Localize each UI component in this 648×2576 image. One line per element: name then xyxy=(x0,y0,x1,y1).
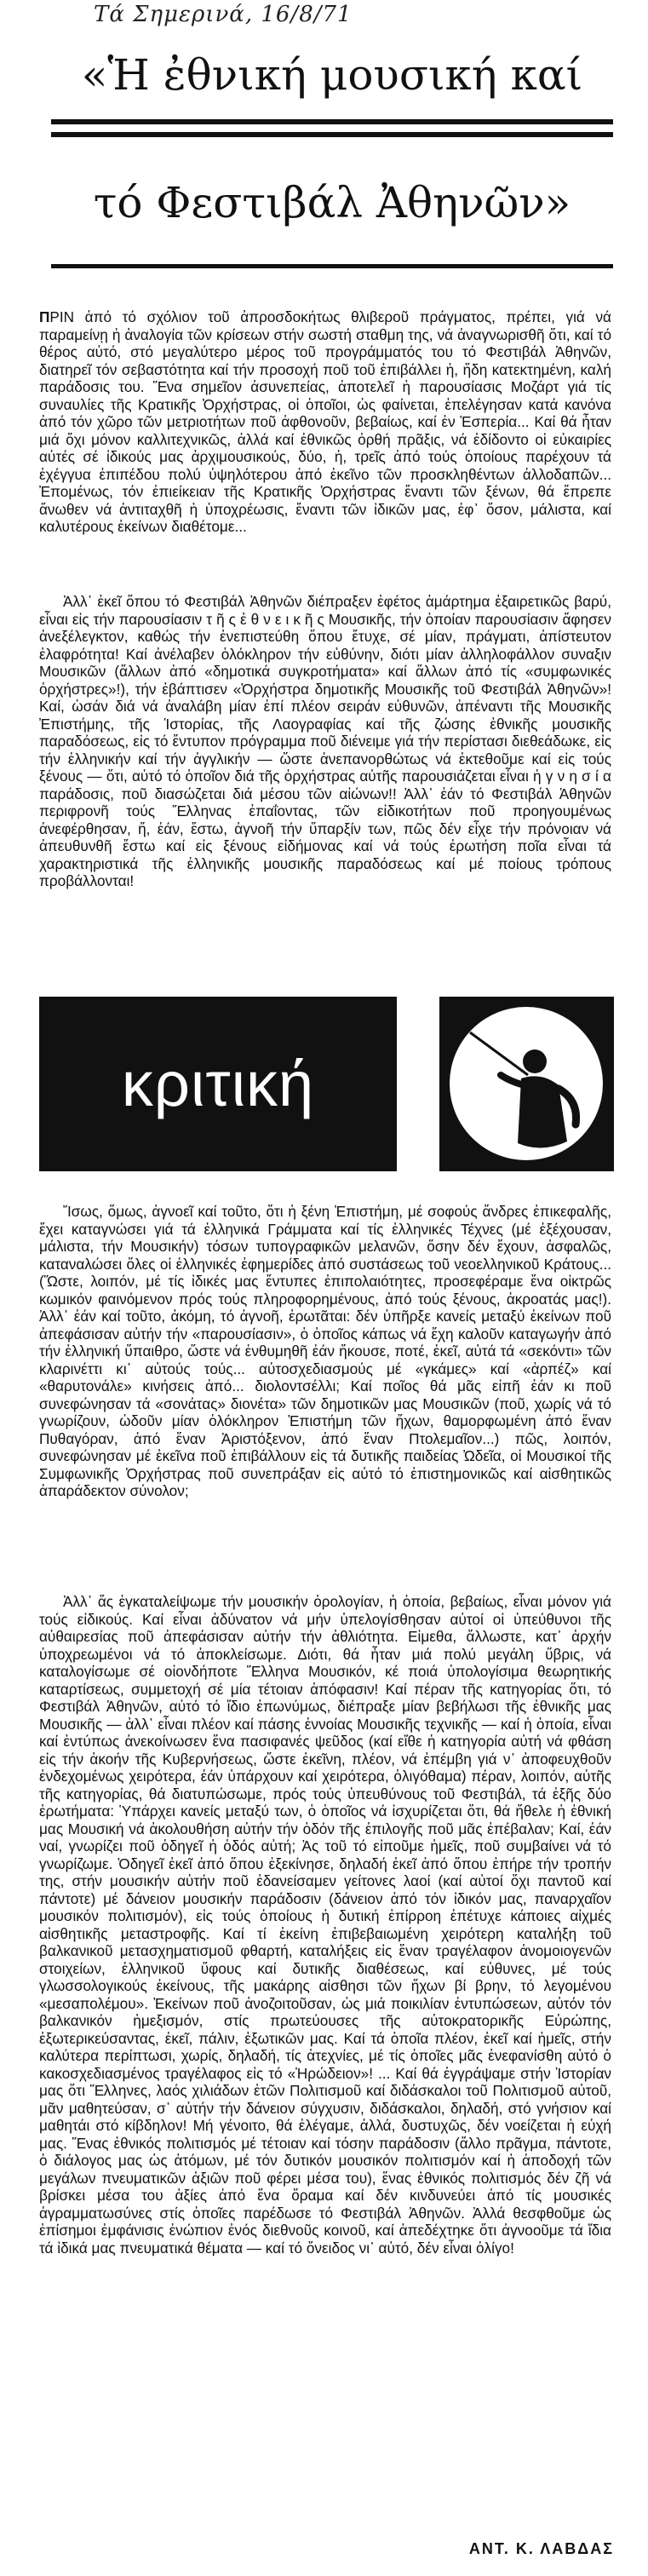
headline-rule-top xyxy=(51,119,613,124)
handwritten-note-text: Τά Σημερινά, 16/8/71 xyxy=(94,2,353,27)
headline-line-2: τό Φεστιβάλ Ἀθηνῶν» xyxy=(93,178,571,227)
article-paragraph: Ἀλλ᾽ ἐκεῖ ὅπου τό Φεστιβάλ Ἀθηνῶν διέπραξεν ἐφέτος ἁμάρτημα ἐξαιρετικῶς βαρύ, εἶναι εἰς τήν παρουσίασιν τ ῆ ς ἐ θ ν ε ι κ ῆ ς Μουσικῆς, τήν ὁποίαν παρουσίασιν ἄφησεν ἀνεξέλεγκτον, καθώς τήν ἐνεπιστεύθη ὅπου ἔτυχε, σέ μίαν, πράγματι, ἀπίστευτον ἐλαφρότητα! Καί ἀνέλαβεν ὁλόκληρον τήν εὐθύνην, διότι μίαν ἀλληλοφάλλον συναξιν Μουσικῶν (ἄλλων ἀπό «δημοτικά συγκροτήματα» καί ἄλλων ἀπό τίς «συμφωνικές ὀρχήστρες»!), τήν ἐβάπτισεν «Ὀρχήστρα δημοτικῆς Μουσικῆς τοῦ Φεστιβάλ Ἀθηνῶν»! Καί, ὡσάν διά νά ἀναλάβη μίαν ἐπί πλέον σειράν εὐθυνῶν, ἀπέναντι τῆς Μουσικῆς Ἐπιστήμης, τῆς Ἱστορίας, τῆς Λαογραφίας καί τῆς ζώσης ἐθνικῆς μουσικῆς παραδόσεως, εἰς τό ἔντυπον πρόγραμμα ποῦ διένειμε γιά τήν περίστασι διεθεάδωκε, εἰς τήν ἑλληνικήν καί τήν ἀγγλικήν — ὥστε ἀνεπανορθώτως νά ἐκτεθοῦμε καί εἰς τούς ξένους — ὅτι, αὐτό τό ὁποῖον διά τῆς ὀρχήστρας αὐτῆς παρουσιάζεται εἶναι ἡ γ ν η σ ί α παράδοσις, ποῦ διασώζεται διά μέσου τῶν αἰώνων!! Ἀλλ᾽ ἐάν τό Φεστιβάλ Ἀθηνῶν περιφρονῆ τούς Ἕλληνας ἐπαΐοντας, τῶν εἰδικοτήτων ποῦ προηγουμένως ἀνεφέρθησαν, ἤ, ἐάν, ἔστω, ἀγνοῆ τήν ὕπαρξίν των, πῶς δέν εἶχε τήν πρόνοιαν νά ἀπευθυνθῆ ἔστω καί εἰς ξένους εἰδήμονας καί νά τούς ἐρωτήση ποῖα εἶναι τά χαρακτηριστικά τῆς ἑλληνικῆς μουσικῆς παραδόσεως καί μέ ποίους τρόπους προβάλλονται! xyxy=(39,593,611,889)
handwritten-date-note xyxy=(94,2,451,39)
drop-cap: Π xyxy=(39,308,50,325)
article-paragraph: Ἀλλ᾽ ἄς ἐγκαταλείψωμε τήν μουσικήν ὀρολογίαν, ἡ ὁποία, βεβαίως, εἶναι μόνον γιά τούς εἰδικούς. Καί εἶναι ἀδύνατον νά μήν ὑπελογίσθησαν αὐτοί οἱ ὑπεύθυνοι τῆς αὐθαιρεσίας ποῦ ἀπεφάσισαν αὐτήν τήν ἀθλιότητα. Εἰμεθα, ἄλλωστε, κατ᾽ ἀρχήν ὑποχρεωμένοι νά τό ἀποκλείσωμε. Διότι, θά ἦταν μιά πολύ μεγάλη ὕβρις, νά καταλογίσωμε σέ οἰονδήποτε Ἕλληνα Μουσικόν, κέ ποιά ὑπολογίσιμα θεωρητικής καταρτίσεως, συμμετοχή σέ μία τέτοιαν ἀπόφασιν! Καί πέραν τῆς κατηγορίας ὅτι, τό Φεστιβάλ Ἀθηνῶν, αὐτό τό ἴδιο ἐπωνύμως, διέπραξε μίαν βεβήλωσι τῆς ἐθνικῆς μας Μουσικῆς — ἀλλ᾽ εἶναι πλέον καί πάσης ἐννοίας Μουσικῆς τεχνικῆς — καί ἡ ὁποία, εἶναι καί ἐντύπως ἀνεκοίνωσεν ἕνα πασιφανές ψεῦδος (καί εἴθε ἡ κατηγορία αὐτή νά φθάση εἰς τήν ἀκοήν τῆς Κυβερνήσεως, ὥστε ἐκεῖνη, πλέον, νά ἐπέμβη γιά ν᾽ ἀποφευχθοῦν ἐνδεχομένως χειρότερα, ἐάν ὑπάρχουν καί χειρότερα, ὁλιγόθαμα) πέραν, λοιπόν, αὐτῆς τῆς κατηγορίας, θά διατυπώσωμε, πρός τούς ὑπευθύνους τοῦ Φεστιβάλ, τά ἑξῆς δύο ἐρωτήματα: Ὑπάρχει κανείς μεταξύ των, ὁ ὁποῖος νά ἰσχυρίζεται ὅτι, θά ἤθελε ἡ ἐθνική μας Μουσική νά ἀκολουθήση αὐτήν τήν ὁδόν τῆς ἐπιλογῆς ποῦ μᾶς ἐπέβαλαν; Καί, ἐάν ναί, γνωρίζει ποῦ ὁδηγεῖ ἡ ὁδός αὐτή; Ἀς τοῦ τό εἰποῦμε ἡμεῖς, ποῦ συμβαίνει νά τό γνωρίζωμε. Ὁδηγεῖ ἐκεῖ ἀπό ὅπου ἐξεκίνησε, δηλαδή ἐκεῖ ἀπό ὅπου ἐπήρε τήν τροπήν της, στήν μουσικήν αὐτήν ποῦ ἐδανείσαμεν γείτονες λαοί (καί αὐτοί ὅχι παντοῦ καί πάντοτε) μέ δάνειον μουσικήν παράδοσιν (δάνειον ἀπό τόν ἰδικόν μας, παναρχαῖον μουσικόν πολιτισμόν), εἰς τούς ὁποίους ἡ δυτική ἐπίρροη ἐπέτυχε κάποιες αἰχμές αἰσθητικῆς μεταστροφῆς. Καί τί ἐκείνη ἐπιβεβαιωμένη χειρότερη καταλήξη τοῦ βαλκανικοῦ μετασχηματισμοῦ φθαρτή, καταλήξεις εἰς ἕναν τραγέλαφον ἀνομοιογενῶν στοιχείων, ἑλληνικοῦ ὕφους καί δυτικῆς διαθέσεως, καί εὐθυνες, μέ τούς γλωσσολογικούς ἐκείνους, τῆς μακάρης αἰσθησι τῶν ἤχων βί βρην, τό λεγομένου «μεσαπολέμου». Ἐκείνων ποῦ ἀνοζοιτοῦσαν, ὡς μιά ποικιλίαν ἐντυπώσεων, αὐτόν τόν βαλκανικόν ἠμεξισμόν, στίς πρωτεύουσες τῆς αὐτοκρατορικῆς Εὐρώπης, ἐξωτερικεύσαντας, ἐκεῖ, πάλιν, ἐξωτικῶν μας. Καί τά ὁποῖα πλέον, ἐκεῖ καί ἡμεῖς, στήν καλύτερα περίπτωσι, χωρίς, δηλαδή, τίς ἀτεχνίες, μέ τίς ὁποῖες μᾶς ἐνεφανίσθη αὐτό ὁ κακοσχεδιασμένος τραγέλαφος εἰς τό «Ἡρώδειον»! ... Καί θά ἐγγράψαμε στήν Ἱστορίαν μας ὅτι Ἕλληνες, λαός χιλιάδων ἐτῶν Πολιτισμοῦ καί διδάσκαλοι τοῦ Πολιτισμοῦ αὐτοῦ, μᾶν μαθητεύσαν, σ᾽ αὐτήν τήν δάνειον σύγχυσιν, διδάσκαλοι, δηλαδή, στό γνήσιον καί μαθητάι στό κίβδηλον! Μή γένοιτο, θά ἐλέγαμε, ἀλλά, δυστυχῶς, δέν νοείζεται ἡ εὐχή μας. Ἕνας ἐθνικός πολιτισμός μέ τέτοιαν καί τόσην παράδοσιν (ἄλλο πρᾶγμα, πάντοτε, ὁ διάλογος μας ὡς ἀτόμων, μέ τόν δυτικόν μουσικόν πολιτισμόν καί ἡ ἀποδοχή τῶν μεγάλων πνευματικῶν ἀξιῶν ποῦ φέρει μέσα του), ἕνας ἐθνικός πολιτισμός δέν ζῆ νά βρίσκει μέσα του ἀξίες ἀπό ἔνα ὅραμα καί δέν κινδυνεύει ἀπό τίς μουσικές ἀγραμματωσύνες στίς ὁποῖες παρέδωσε τό Φεστιβάλ Ἀθηνῶν. Ἀλλά θεσφθοῦμε ὡς ἐπίσημοι ἐμφάνισις ἐνώπιον ἐνός διεθνοῦς κοινοῦ, καί ἀπεδέχτηκε ὅτι ἀγνοοῦμε τά ἴδια τά ἰδικά μας πνευματικά θέματα — καί τό ὄνειδος νι᾽ αὐτό, δέν εἶναι ὀλίγο! xyxy=(39,1593,611,2257)
logo-word: κριτική xyxy=(39,997,397,1171)
headline-rule-bottom xyxy=(51,264,613,268)
conductor-icon xyxy=(439,997,614,1171)
headline-line-1: «Ἡ ἐθνική μουσική καί xyxy=(81,50,583,100)
kritiki-column-logo xyxy=(39,997,611,1171)
article-paragraph xyxy=(39,308,611,536)
article-paragraph: Ἴσως, ὅμως, ἀγνοεῖ καί τοῦτο, ὅτι ἡ ξένη Ἐπιστήμη, μέ σοφούς ἄνδρες ἐπικεφαλῆς, ἔχει καταγνώσει γιά τά ἑλληνικά Γράμματα καί τίς ἑλληνικές Τέχνες (μέ ἐξέχουσαν, μάλιστα, τήν Μουσικήν) τόσων τυπογραφικῶν μελανῶν, ὅσην δέν ἔχουν, ἀσφαλῶς, καταναλώσει ὅλες οἱ ἑλληνικές ἐφημερίδες ἀπό συστάσεως τοῦ νεοελληνικοῦ Κράτους... (Ὥστε, λοιπόν, μέ τίς ἰδικές μας ἔντυπες ἐπιπολαιότητες, προσεφέραμε ἕνα οἰκτρῶς κωμικόν φαινόμενον πρός τούς πληροφορημένους, ἀπό τούς ξένους, ἀκροατάς μας!). Ἀλλ᾽ ἐάν καί τοῦτο, ἀκόμη, τό ἀγνοῆ, ἐρωτᾶται: δέν ὑπῆρξε κανείς μεταξύ ἐκείνων ποῦ ἀπεφάσισαν αὐτήν τήν «παρουσίασιν», ὁ ὁποῖος κάπως νά ἔχη καλοῦν καταγωγήν ἀπό τήν ἑλληνική ὕπαιθρο, ὥστε νά ἐνθυμηθῆ ἐάν ἤκουσε, ποτέ, ἐκεῖ, αὐτά τά «σεκόντι» τῶν κλαρινέττι κι᾽ αὐτούς τούς... αὐτοσχεδιασμούς μέ «γκάμες» καί «ἀρπέζ» καί «θαρυτονάλε» κινήσεις ἀπό... διολοντσέλλι; Καί ποῖος θά μᾶς εἰπῆ ἐάν κι ποῦ συνεφώνησαν τά «σονάτας» διονέτα» τῶν δημοτικῶν μας Μουσικῶν (ποῦ, χωρίς νά τό γνωρίζουν, ὡδοῦν μίαν ὁλόκληρον Ἐπιστήμη τῶν ἤχων, θαμορφωμένη ἀπό ἕναν Πυθαγόραν, ἀπό ἕναν Ἀριστόξενον, ἀπό ἕναν Πτολεμαῖον...) πῶς, λοιπόν, συνεφώνησαν μέ ἐκεῖνα ποῦ ἐπιβάλλουν εἰς τά δυτικῆς παιδείας Ὠδεῖα, οἱ Μουσικοί τῆς Συμφωνικῆς Ὀρχήστρας ποῦ συνεπράξαν εἰς αὐτό τό ἐπιστημονικῶς καί αἰσθητικῶς ἀπαράδεκτον σύνολον; xyxy=(39,1203,611,1499)
headline-rule-middle xyxy=(51,132,613,137)
paragraph-text: ΡΙΝ ἀπό τό σχόλιον τοῦ ἀπροσδοκήτως θλιβεροῦ πράγματος, πρέπει, γιά νά παραμείνῃ ἡ ἀναλογία τῶν κρίσεων στήν σωστή σταθμη της, νά ἀναγνωρισθῆ ὅτι, καί τό θέρος αὐτό, στό μεγαλύτερο μέρος τοῦ προγράμματός του τό Φεστιβάλ Ἀθηνῶν, διατηρεῖ τόν σεβαστότητα καί τήν προσοχή ποῦ τοῦ ἐπιβάλλει ἡ, ἤδη κατεκτημένη, καλή παράδοσις του. Ἕνα σημεῖον ἀσυνεπείας, ἀποτελεῖ ἡ παρουσίασις Μοζάρτ γιά τίς συναυλίες τῆς Κρατικῆς Ὀρχήστρας, οἱ ὁποῖοι, ὡς φαίνεται, ἐπελέγησαν κατά κανόνα ἀπό τόν χῶρο τῶν μετριοτήτων ποῦ ἀφθονοῦν, βεβαίως, καί ἐν Ἑσπερία... Καί θά ἦταν μιά ὄχι μόνον καλλιτεχνικῶς, ἀλλά καί ἐθνικῶς ὀρθή πρᾶξις, νά ἐδίδοντο οἱ εὐκαιρίες αὐτές σέ ἰδικούς μας ἀρχιμουσικούς, δύο, ἡ, τρεῖς ἀπό τούς ὁποίους παρέχουν τά ἐχέγγυα ἐπιπέδου πολύ ὑψηλότερου ἀπό ἐκεῖνο τῶν προσκληθέντων ἀλλοδαπῶν... Ἐπομένως, τόν ἐπιείκειαν τῆς Κρατικῆς Ὀρχήστρας ἔναντι τῶν ξένων, θά ἔπρεπε ἄνωθεν νά ἀντιταχθῆ ἡ ὑποχρέωσις, ἔναντι τῶν ἰδικῶν μας, ἐφ᾽ ὅσον, μάλιστα, καί καλυτέρους ἐκείνων διαθέτομε... xyxy=(39,308,611,535)
author-signature: ΑΝΤ. Κ. ΛΑΒΔΑΣ xyxy=(468,2540,614,2557)
